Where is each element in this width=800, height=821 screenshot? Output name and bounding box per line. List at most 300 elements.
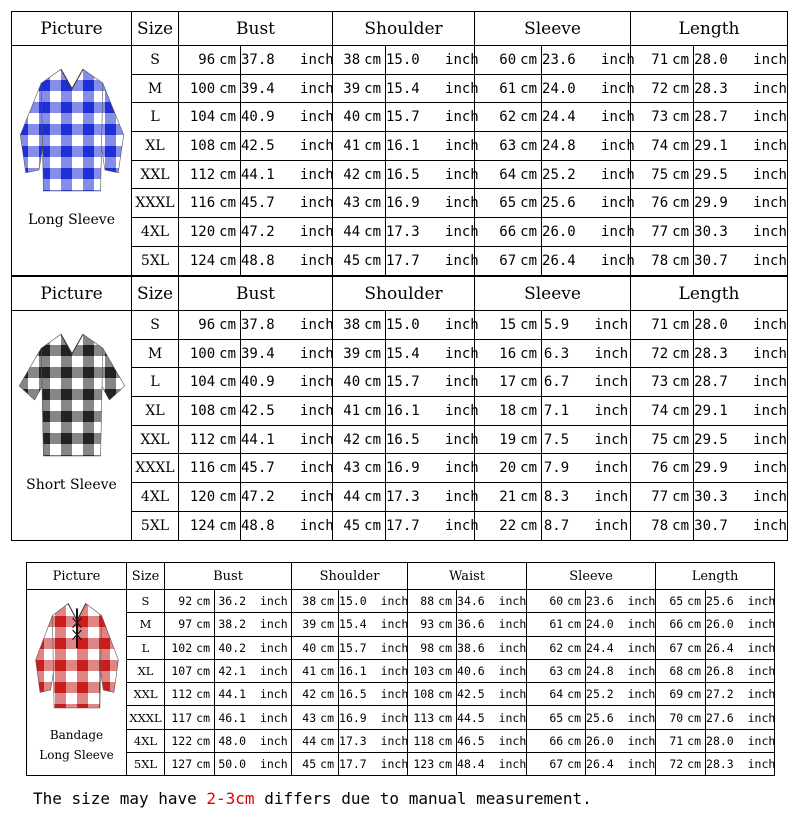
shoulder-cm-value: 42: [343, 431, 361, 448]
bust-inch-cell: [241, 46, 333, 75]
shoulder-inch-cell: [339, 729, 408, 752]
unit-cm: cm: [687, 640, 702, 655]
bust-inch-cell: [241, 132, 333, 161]
unit-inch: inch: [627, 733, 656, 748]
unit-cm: cm: [687, 733, 702, 748]
shoulder-inch-cell: [386, 160, 479, 189]
size-cell: XXL: [132, 425, 179, 454]
length-inch-cell: [706, 613, 775, 636]
bust-cm-cell: [165, 636, 215, 659]
unit-inch: inch: [259, 687, 288, 702]
waist-cm-value: 98: [420, 640, 435, 655]
waist-cm-value: 118: [413, 733, 435, 748]
length-inch-value: 28.0: [694, 316, 728, 333]
picture-cell: [27, 590, 127, 776]
sleeve-cm-cell: [475, 218, 542, 247]
length-cm-value: 68: [669, 664, 684, 679]
length-inch-cell: [706, 706, 775, 729]
unit-inch: inch: [300, 431, 334, 448]
shoulder-cm-cell: [333, 397, 386, 426]
unit-cm: cm: [364, 402, 381, 419]
header-picture: Picture: [27, 563, 127, 590]
shoulder-inch-value: 15.7: [339, 640, 367, 655]
waist-cm-value: 108: [413, 687, 435, 702]
bust-cm-cell: [179, 368, 241, 397]
unit-inch: inch: [380, 640, 409, 655]
table-row: [27, 613, 775, 636]
table-row: [27, 753, 775, 776]
sleeve-inch-cell: [542, 74, 635, 103]
unit-inch: inch: [747, 594, 776, 609]
size-cell: XL: [127, 659, 165, 682]
unit-cm: cm: [196, 687, 210, 702]
length-cm-value: 78: [651, 252, 669, 269]
unit-cm: cm: [672, 195, 690, 212]
unit-cm: cm: [672, 80, 690, 97]
unit-inch: inch: [753, 488, 787, 505]
sleeve-cm-value: 21: [499, 488, 517, 505]
unit-cm: cm: [672, 345, 690, 362]
bust-cm-value: 107: [171, 664, 193, 679]
bust-inch-value: 40.9: [241, 109, 275, 126]
length-cm-cell: [631, 46, 694, 75]
unit-inch: inch: [380, 710, 409, 725]
sleeve-inch-value: 7.9: [543, 460, 570, 477]
shoulder-cm-cell: [292, 753, 339, 776]
unit-inch: inch: [601, 137, 635, 154]
bust-inch-cell: [215, 590, 292, 613]
unit-cm: cm: [567, 733, 582, 748]
sleeve-inch-cell: [542, 103, 635, 132]
sleeve-inch-value: 23.6: [542, 51, 576, 68]
bust-inch-cell: [215, 613, 292, 636]
unit-cm: cm: [438, 710, 453, 725]
bust-inch-cell: [241, 246, 333, 275]
bust-inch-value: 39.4: [241, 80, 275, 97]
sleeve-inch-cell: [586, 613, 656, 636]
unit-cm: cm: [438, 594, 453, 609]
sleeve-inch-value: 8.3: [543, 488, 570, 505]
unit-cm: cm: [320, 640, 335, 655]
shoulder-cm-cell: [292, 683, 339, 706]
unit-cm: cm: [672, 109, 690, 126]
bust-cm-cell: [165, 683, 215, 706]
unit-cm: cm: [438, 664, 453, 679]
unit-cm: cm: [520, 431, 538, 448]
unit-inch: inch: [601, 223, 635, 240]
shoulder-cm-cell: [292, 659, 339, 682]
bust-cm-cell: [179, 189, 241, 218]
length-cm-value: 72: [651, 80, 669, 97]
waist-cm-cell: [408, 613, 457, 636]
length-inch-cell: [694, 246, 788, 275]
bust-inch-value: 45.7: [241, 195, 275, 212]
unit-inch: inch: [445, 517, 479, 534]
bust-inch-cell: [241, 425, 333, 454]
unit-inch: inch: [627, 757, 656, 772]
waist-inch-value: 48.4: [457, 757, 485, 772]
unit-inch: inch: [627, 640, 656, 655]
bust-inch-value: 48.8: [241, 252, 275, 269]
unit-cm: cm: [687, 617, 702, 632]
bust-inch-cell: [215, 683, 292, 706]
sleeve-inch-value: 24.0: [586, 617, 614, 632]
size-cell: L: [127, 636, 165, 659]
sleeve-inch-value: 24.4: [586, 640, 614, 655]
unit-cm: cm: [196, 640, 210, 655]
bust-inch-cell: [215, 659, 292, 682]
unit-cm: cm: [320, 710, 335, 725]
shoulder-cm-cell: [333, 189, 386, 218]
header-bust: Bust: [179, 277, 333, 311]
shoulder-cm-cell: [292, 613, 339, 636]
shoulder-cm-cell: [333, 74, 386, 103]
shoulder-cm-cell: [333, 46, 386, 75]
bust-inch-value: 45.7: [241, 460, 275, 477]
shoulder-cm-value: 45: [302, 757, 317, 772]
length-cm-cell: [631, 189, 694, 218]
sleeve-inch-cell: [542, 483, 631, 512]
unit-cm: cm: [438, 640, 453, 655]
bust-cm-cell: [179, 46, 241, 75]
unit-cm: cm: [364, 374, 381, 391]
sleeve-cm-cell: [527, 706, 586, 729]
length-inch-value: 26.0: [706, 617, 734, 632]
sleeve-cm-value: 65: [499, 195, 517, 212]
length-inch-cell: [694, 46, 788, 75]
size-cell: XXXL: [132, 454, 179, 483]
unit-cm: cm: [364, 252, 381, 269]
unit-cm: cm: [520, 345, 538, 362]
sleeve-cm-cell: [475, 511, 542, 540]
length-inch-cell: [694, 189, 788, 218]
bust-cm-value: 112: [189, 431, 216, 448]
shoulder-inch-cell: [386, 311, 479, 340]
shoulder-inch-value: 16.9: [386, 195, 420, 212]
unit-cm: cm: [520, 166, 538, 183]
size-cell: S: [132, 311, 179, 340]
waist-cm-cell: [408, 706, 457, 729]
length-inch-cell: [706, 659, 775, 682]
unit-cm: cm: [364, 431, 381, 448]
unit-inch: inch: [380, 594, 409, 609]
unit-cm: cm: [520, 51, 538, 68]
header-length: Length: [631, 12, 788, 46]
shoulder-inch-value: 17.7: [339, 757, 367, 772]
sleeve-cm-value: 60: [499, 51, 517, 68]
unit-cm: cm: [672, 223, 690, 240]
shoulder-inch-cell: [386, 246, 479, 275]
unit-inch: inch: [300, 109, 334, 126]
unit-cm: cm: [672, 517, 690, 534]
unit-inch: inch: [627, 617, 656, 632]
length-cm-value: 73: [651, 109, 669, 126]
bust-inch-cell: [215, 729, 292, 752]
length-inch-cell: [694, 218, 788, 247]
length-cm-value: 71: [669, 733, 684, 748]
shoulder-inch-cell: [339, 636, 408, 659]
header-shoulder: Shoulder: [333, 12, 475, 46]
size-cell: XXXL: [132, 189, 179, 218]
waist-cm-cell: [408, 729, 457, 752]
unit-inch: inch: [300, 137, 334, 154]
header-bust: Bust: [165, 563, 292, 590]
unit-cm: cm: [364, 488, 381, 505]
length-cm-value: 72: [669, 757, 684, 772]
length-cm-cell: [631, 132, 694, 161]
sleeve-cm-cell: [475, 425, 542, 454]
shoulder-inch-value: 16.9: [339, 710, 367, 725]
bust-cm-value: 100: [189, 80, 216, 97]
unit-inch: inch: [445, 51, 479, 68]
sleeve-cm-cell: [527, 659, 586, 682]
sleeve-cm-value: 65: [549, 710, 564, 725]
sleeve-cm-value: 64: [549, 687, 564, 702]
unit-inch: inch: [747, 617, 776, 632]
sleeve-cm-value: 19: [499, 431, 517, 448]
table-row: [27, 729, 775, 752]
unit-inch: inch: [300, 80, 334, 97]
waist-inch-value: 34.6: [457, 594, 485, 609]
bust-cm-cell: [179, 74, 241, 103]
length-inch-value: 29.5: [694, 431, 728, 448]
length-inch-cell: [706, 590, 775, 613]
table-row: [27, 636, 775, 659]
bust-cm-cell: [179, 511, 241, 540]
unit-inch: inch: [380, 687, 409, 702]
note-text-before: The size may have: [33, 789, 207, 808]
unit-inch: inch: [445, 166, 479, 183]
size-cell: S: [127, 590, 165, 613]
header-sleeve: Sleeve: [475, 12, 631, 46]
unit-cm: cm: [219, 517, 236, 534]
length-inch-value: 29.1: [694, 137, 728, 154]
unit-cm: cm: [520, 252, 538, 269]
unit-cm: cm: [567, 664, 582, 679]
shoulder-cm-value: 39: [343, 80, 361, 97]
sleeve-inch-value: 7.5: [543, 431, 570, 448]
sleeve-inch-value: 25.2: [542, 166, 576, 183]
length-cm-value: 71: [651, 316, 669, 333]
unit-cm: cm: [438, 757, 453, 772]
sleeve-inch-cell: [586, 706, 656, 729]
shoulder-cm-cell: [333, 246, 386, 275]
header-size: Size: [132, 277, 179, 311]
shoulder-inch-value: 17.3: [386, 223, 420, 240]
unit-cm: cm: [567, 617, 582, 632]
shoulder-inch-value: 17.7: [386, 517, 420, 534]
unit-inch: inch: [445, 431, 479, 448]
shoulder-inch-cell: [339, 706, 408, 729]
unit-inch: inch: [259, 664, 288, 679]
unit-cm: cm: [364, 109, 381, 126]
length-cm-cell: [631, 160, 694, 189]
sleeve-inch-value: 23.6: [586, 594, 614, 609]
sleeve-inch-cell: [542, 189, 635, 218]
unit-inch: inch: [380, 664, 409, 679]
unit-cm: cm: [196, 664, 210, 679]
shoulder-cm-value: 41: [302, 664, 317, 679]
bust-inch-value: 36.2: [218, 594, 247, 609]
bust-cm-value: 120: [189, 488, 216, 505]
unit-inch: inch: [445, 223, 479, 240]
sleeve-cm-cell: [527, 613, 586, 636]
shoulder-inch-value: 16.5: [386, 431, 420, 448]
unit-inch: inch: [601, 252, 635, 269]
unit-cm: cm: [219, 374, 236, 391]
bust-inch-cell: [241, 368, 333, 397]
shoulder-inch-value: 15.0: [386, 316, 420, 333]
length-cm-cell: [631, 246, 694, 275]
sleeve-cm-value: 22: [499, 517, 517, 534]
bust-inch-cell: [241, 454, 333, 483]
length-inch-value: 26.8: [706, 664, 734, 679]
unit-cm: cm: [687, 687, 702, 702]
unit-cm: cm: [520, 80, 538, 97]
unit-cm: cm: [520, 223, 538, 240]
sleeve-cm-cell: [475, 74, 542, 103]
shoulder-cm-value: 45: [343, 252, 361, 269]
shoulder-inch-value: 15.4: [386, 345, 420, 362]
size-cell: 4XL: [127, 729, 165, 752]
unit-inch: inch: [300, 316, 334, 333]
length-inch-cell: [694, 425, 788, 454]
waist-cm-cell: [408, 636, 457, 659]
header-shoulder: Shoulder: [333, 277, 475, 311]
size-cell: L: [132, 368, 179, 397]
sleeve-cm-cell: [475, 311, 542, 340]
shoulder-cm-cell: [333, 454, 386, 483]
bust-cm-cell: [179, 132, 241, 161]
bust-cm-cell: [179, 339, 241, 368]
shoulder-cm-value: 43: [343, 460, 361, 477]
bust-cm-value: 117: [171, 710, 193, 725]
unit-inch: inch: [753, 252, 787, 269]
unit-cm: cm: [320, 664, 335, 679]
unit-inch: inch: [753, 402, 787, 419]
unit-cm: cm: [364, 223, 381, 240]
length-cm-value: 78: [651, 517, 669, 534]
length-cm-value: 76: [651, 460, 669, 477]
unit-inch: inch: [594, 374, 629, 391]
length-cm-cell: [656, 706, 706, 729]
shoulder-inch-value: 16.1: [386, 402, 420, 419]
shoulder-inch-cell: [339, 659, 408, 682]
length-cm-cell: [631, 397, 694, 426]
table-row: [27, 590, 775, 613]
length-inch-cell: [694, 311, 788, 340]
length-inch-cell: [694, 454, 788, 483]
shoulder-cm-value: 40: [343, 374, 361, 391]
sleeve-cm-cell: [527, 590, 586, 613]
unit-cm: cm: [219, 316, 236, 333]
waist-inch-cell: [457, 706, 527, 729]
waist-inch-cell: [457, 613, 527, 636]
length-inch-value: 27.6: [706, 710, 734, 725]
sleeve-inch-cell: [542, 339, 631, 368]
size-cell: L: [132, 103, 179, 132]
length-inch-value: 30.3: [694, 488, 728, 505]
length-cm-cell: [656, 729, 706, 752]
unit-cm: cm: [520, 137, 538, 154]
length-cm-cell: [631, 103, 694, 132]
sleeve-cm-value: 16: [499, 345, 517, 362]
shoulder-cm-cell: [333, 511, 386, 540]
length-inch-value: 28.0: [706, 733, 734, 748]
unit-cm: cm: [520, 109, 538, 126]
bust-inch-cell: [241, 397, 333, 426]
shoulder-cm-cell: [333, 483, 386, 512]
unit-cm: cm: [219, 345, 236, 362]
unit-inch: inch: [753, 137, 787, 154]
sleeve-cm-value: 61: [499, 80, 517, 97]
unit-inch: inch: [300, 517, 334, 534]
sleeve-cm-value: 63: [549, 664, 564, 679]
unit-inch: inch: [601, 109, 635, 126]
length-cm-cell: [656, 590, 706, 613]
bust-inch-value: 42.1: [218, 664, 247, 679]
shoulder-inch-value: 16.1: [386, 137, 420, 154]
shoulder-inch-cell: [386, 132, 479, 161]
length-inch-cell: [706, 729, 775, 752]
unit-inch: inch: [300, 252, 334, 269]
bust-inch-cell: [241, 218, 333, 247]
unit-cm: cm: [219, 431, 236, 448]
shoulder-cm-cell: [292, 706, 339, 729]
unit-cm: cm: [672, 460, 690, 477]
unit-inch: inch: [753, 80, 787, 97]
shoulder-cm-cell: [333, 368, 386, 397]
unit-inch: inch: [753, 517, 787, 534]
length-inch-value: 28.7: [694, 109, 728, 126]
bust-inch-value: 48.8: [241, 517, 275, 534]
sleeve-cm-value: 18: [499, 402, 517, 419]
unit-cm: cm: [672, 374, 690, 391]
shoulder-cm-value: 40: [302, 640, 317, 655]
unit-cm: cm: [219, 166, 236, 183]
sleeve-inch-cell: [542, 425, 631, 454]
header-picture: Picture: [12, 12, 132, 46]
bust-inch-cell: [241, 189, 333, 218]
length-cm-cell: [656, 683, 706, 706]
unit-inch: inch: [753, 345, 787, 362]
sleeve-inch-cell: [542, 218, 635, 247]
size-table-bandage-long-sleeve: [26, 562, 775, 776]
shoulder-cm-value: 44: [343, 488, 361, 505]
sleeve-inch-cell: [542, 511, 631, 540]
unit-cm: cm: [364, 460, 381, 477]
size-cell: 4XL: [132, 483, 179, 512]
unit-cm: cm: [672, 137, 690, 154]
sleeve-cm-value: 67: [499, 252, 517, 269]
unit-inch: inch: [747, 687, 776, 702]
bust-inch-cell: [241, 74, 333, 103]
unit-inch: inch: [747, 757, 776, 772]
bust-cm-value: 124: [189, 252, 216, 269]
size-cell: 5XL: [132, 246, 179, 275]
length-cm-value: 71: [651, 51, 669, 68]
sleeve-inch-cell: [586, 636, 656, 659]
unit-inch: inch: [300, 223, 334, 240]
length-inch-cell: [694, 103, 788, 132]
length-cm-value: 76: [651, 195, 669, 212]
sleeve-cm-cell: [527, 729, 586, 752]
bust-cm-value: 124: [189, 517, 216, 534]
size-table-short-sleeve: [11, 276, 788, 541]
bust-inch-value: 44.1: [241, 166, 275, 183]
unit-cm: cm: [196, 594, 210, 609]
sleeve-inch-cell: [586, 729, 656, 752]
